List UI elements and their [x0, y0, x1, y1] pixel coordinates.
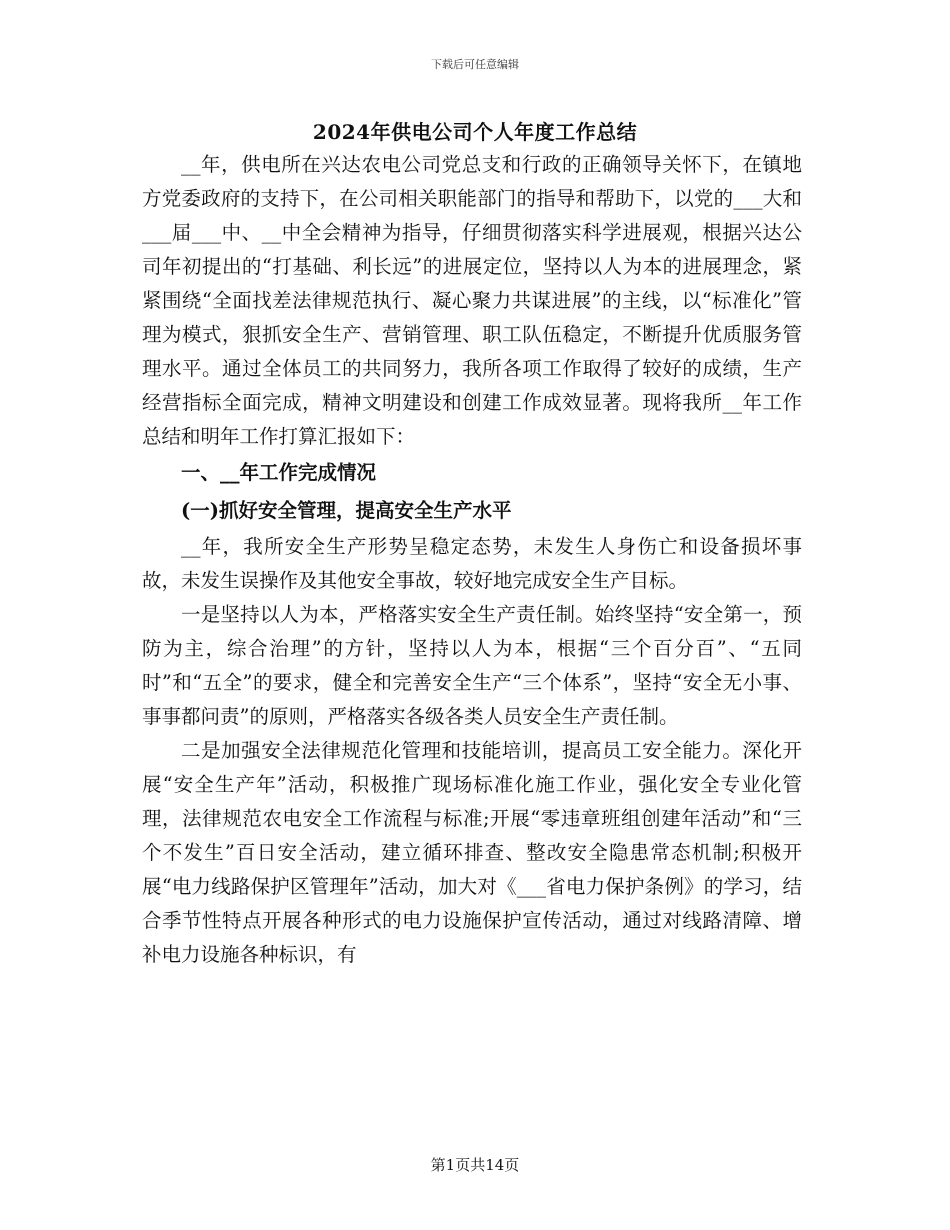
document-title: 2024年供电公司个人年度工作总结: [312, 120, 638, 144]
paragraph-intro: __年，供电所在兴达农电公司党总支和行政的正确领导关怀下，在镇地方党委政府的支持下，在公司相关职能部门的指导和帮助下，以党的___大和___届___中、__中全会精神为指导，仔细贯彻落实科学进展观，根据兴达公司年初提出的“打基础、利长远”的进展定位，坚持以人为本的进展理念，紧紧围绕“全面找差法律规范执行、凝心聚力共谋进展”的主线，以“标准化”管理为模式，狠抓安全生产、营销管理、职工队伍稳定，不断提升优质服务管理水平。通过全体员工的共同努力，我所各项工作取得了较好的成绩，生产经营指标全面完成，精神文明建设和创建工作成效显著。现将我所__年工作总结和明年工作打算汇报如下：: [142, 153, 802, 448]
page-number: 第1页共14页: [430, 1156, 520, 1174]
paragraph-point-two: 二是加强安全法律规范化管理和技能培训，提高员工安全能力。深化开展“安全生产年”活动，积极推广现场标准化施工作业，强化安全专业化管理，法律规范农电安全工作流程与标准;开展“零违章班组创建年活动”和“三个不发生”百日安全活动，建立循环排查、整改安全隐患常态机制;积极开展“电力线路保护区管理年”活动，加大对《___省电力保护条例》的学习，结合季节性特点开展各种形式的电力设施保护宣传活动，通过对线路清障、增补电力设施各种标识，有: [142, 739, 802, 966]
paragraph-safety-summary: __年，我所安全生产形势呈稳定态势，未发生人身伤亡和设备损坏事故，未发生误操作及其他安全事故，较好地完成安全生产目标。: [142, 535, 802, 592]
section-heading: 一、__年工作完成情况: [181, 461, 377, 484]
document-body: [142, 148, 802, 972]
paragraph-point-one: 一是坚持以人为本，严格落实安全生产责任制。始终坚持“安全第一，预防为主，综合治理”的方针，坚持以人为本，根据“三个百分百”、“五同时”和“五全”的要求，健全和完善安全生产“三个体系”，坚持“安全无小事、事事都问责”的原则，严格落实各级各类人员安全生产责任制。: [142, 603, 802, 728]
subsection-heading: (一)抓好安全管理，提高安全生产水平: [181, 499, 512, 522]
header-note: 下载后可任意编辑: [431, 58, 519, 71]
